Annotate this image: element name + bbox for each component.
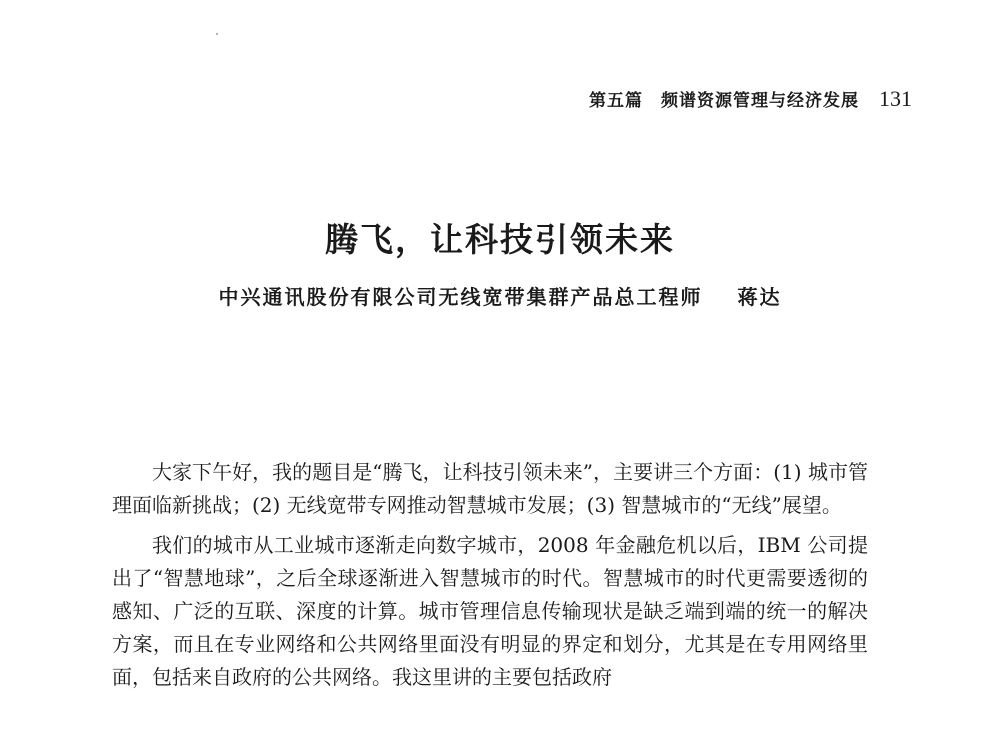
byline xyxy=(0,281,1000,310)
scan-speck xyxy=(216,33,218,35)
paragraph: 我们的城市从工业城市逐渐走向数字城市，2008 年金融危机以后，IBM 公司提出了“智慧地球”，之后全球逐渐进入智慧城市的时代。智慧城市的时代更需要透彻的感知、广泛的互联、深度的计算。城市管理信息传输现状是缺乏端到端的统一的解决方案，而且在专业网络和公共网络里面没有明显的界定和划分，尤其是在专用网络里面，包括来自政府的公共网络。我这里讲的主要包括政府 xyxy=(112,533,868,689)
header-chapter: 频谱资源管理与经济发展 xyxy=(661,91,859,111)
author-affiliation: 中兴通讯股份有限公司无线宽带集群产品总工程师 xyxy=(218,285,703,309)
paragraph: 大家下午好，我的题目是“腾飞，让科技引领未来”，主要讲三个方面：(1) 城市管理面临新挑战；(2) 无线宽带专网推动智慧城市发展；(3) 智慧城市的“无线”展望。 xyxy=(112,460,868,517)
header-section: 第五篇 xyxy=(589,91,643,111)
article-body xyxy=(112,456,868,701)
page-number: 131 xyxy=(879,86,912,111)
article-title: 腾飞，让科技引领未来 xyxy=(325,220,675,259)
running-header xyxy=(589,86,912,112)
author-name: 蒋达 xyxy=(737,285,782,309)
